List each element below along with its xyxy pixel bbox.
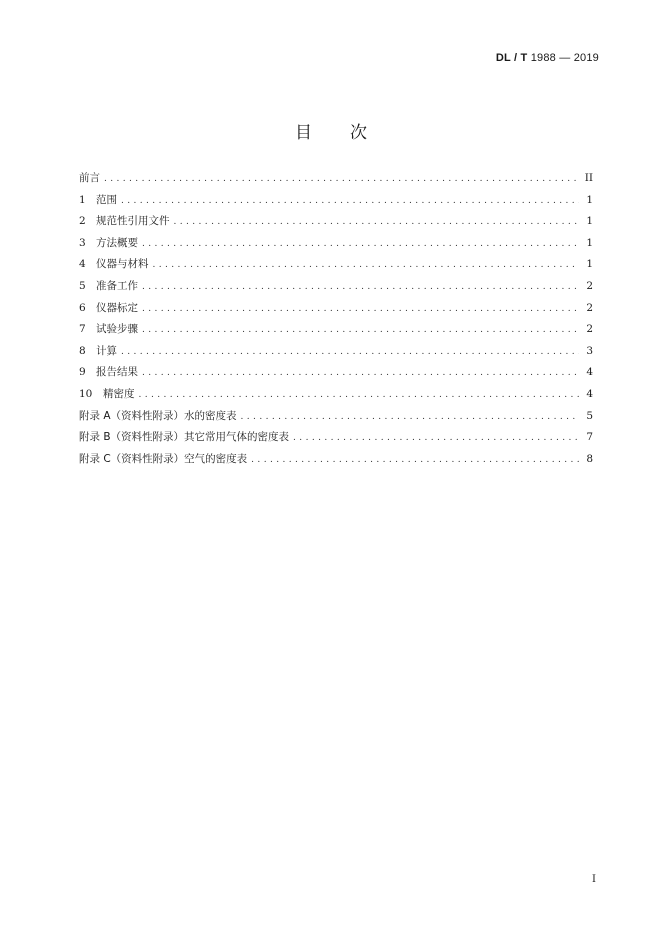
toc-page: 8 <box>586 452 593 465</box>
toc-page: 1 <box>586 215 593 228</box>
toc-label: 方法概要 <box>96 236 138 249</box>
toc-number: 2 <box>79 215 86 228</box>
toc-page: II <box>584 172 593 184</box>
toc-label: 附录 C（资料性附录）空气的密度表 <box>79 452 248 465</box>
toc-page: 4 <box>586 366 593 379</box>
toc-label: 精密度 <box>103 387 135 400</box>
toc-page: 5 <box>586 409 593 422</box>
toc-label: 附录 A（资料性附录）水的密度表 <box>79 409 237 422</box>
toc-label: 前言 <box>79 172 100 184</box>
table-of-contents <box>79 170 593 472</box>
toc-page: 1 <box>586 258 593 271</box>
toc-page: 2 <box>586 323 593 336</box>
toc-number: 5 <box>79 279 86 292</box>
toc-page: 4 <box>586 387 593 400</box>
toc-entry-appendix-a[interactable] <box>79 408 593 430</box>
toc-entry-1[interactable] <box>79 192 593 214</box>
toc-leader <box>293 433 579 443</box>
toc-leader <box>142 304 579 314</box>
toc-number: 6 <box>79 301 86 314</box>
toc-number: 10 <box>79 387 93 400</box>
toc-leader <box>142 368 579 378</box>
toc-entry-8[interactable] <box>79 343 593 365</box>
toc-leader <box>121 347 579 357</box>
toc-number: 9 <box>79 366 86 379</box>
page-number: I <box>592 874 596 885</box>
toc-leader <box>121 196 579 206</box>
toc-number: 1 <box>79 193 86 206</box>
toc-entry-6[interactable] <box>79 300 593 322</box>
toc-entry-3[interactable] <box>79 235 593 257</box>
toc-number: 3 <box>79 236 86 249</box>
toc-label: 计算 <box>96 344 117 357</box>
toc-page: 7 <box>586 431 593 444</box>
toc-leader <box>142 282 579 292</box>
toc-leader <box>139 390 580 400</box>
toc-page: 3 <box>586 344 593 357</box>
toc-entry-7[interactable] <box>79 321 593 343</box>
toc-label: 准备工作 <box>96 279 138 292</box>
toc-label: 范围 <box>96 193 117 206</box>
toc-entry-4[interactable] <box>79 256 593 278</box>
toc-page: 1 <box>586 236 593 249</box>
toc-label: 仪器标定 <box>96 301 138 314</box>
toc-page: 2 <box>586 301 593 314</box>
toc-number: 8 <box>79 344 86 357</box>
toc-label: 附录 B（资料性附录）其它常用气体的密度表 <box>79 431 290 444</box>
toc-number: 4 <box>79 258 86 271</box>
toc-entry-appendix-c[interactable] <box>79 451 593 473</box>
page-title: 目次 <box>295 123 405 143</box>
toc-entry-2[interactable] <box>79 213 593 235</box>
toc-label: 报告结果 <box>96 366 138 379</box>
toc-number: 7 <box>79 323 86 336</box>
toc-leader <box>251 455 579 465</box>
toc-page: 1 <box>586 193 593 206</box>
toc-page: 2 <box>586 279 593 292</box>
toc-leader <box>153 260 580 270</box>
toc-label: 规范性引用文件 <box>96 215 170 228</box>
toc-entry-9[interactable] <box>79 364 593 386</box>
toc-leader <box>142 325 579 335</box>
toc-leader <box>104 174 579 184</box>
toc-entry-10[interactable] <box>79 386 593 408</box>
toc-leader <box>241 412 579 422</box>
toc-entry-5[interactable] <box>79 278 593 300</box>
toc-entry-appendix-b[interactable] <box>79 429 593 451</box>
toc-leader <box>174 217 580 227</box>
toc-leader <box>142 239 579 249</box>
toc-label: 仪器与材料 <box>96 258 149 271</box>
standard-number: 1988 — 2019 <box>530 52 599 64</box>
standard-code <box>496 52 599 64</box>
toc-label: 试验步骤 <box>96 323 138 336</box>
toc-entry-foreword[interactable] <box>79 170 593 192</box>
standard-code-prefix: DL / T <box>495 52 528 64</box>
